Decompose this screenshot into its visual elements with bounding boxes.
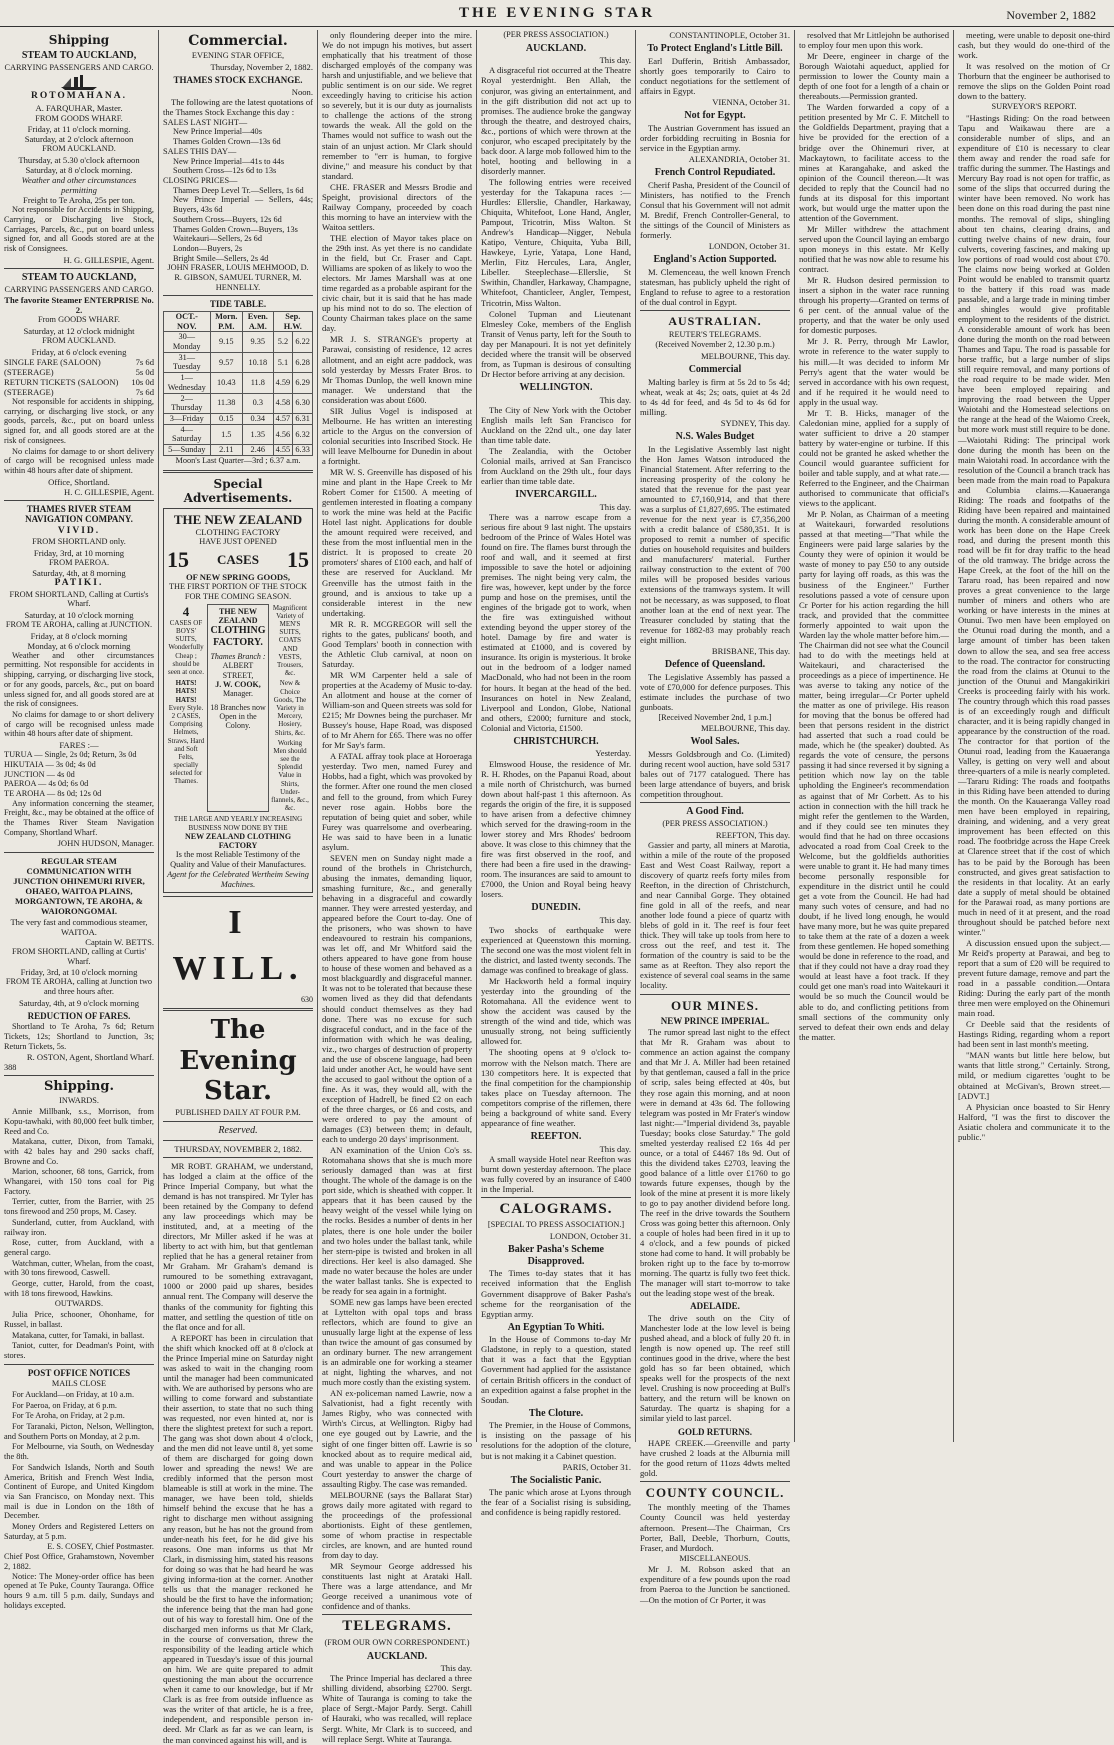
column-4 bbox=[481, 30, 631, 1518]
ship-name: The very fast and commodious steamer, WAITOA. bbox=[10, 916, 148, 937]
fares-heading: FARES :— bbox=[59, 740, 99, 751]
ship-name: PATIKI. bbox=[54, 578, 104, 589]
article-paragraph: MR WM Carpenter held a sale of properties at the Academy of Music to-day. An allotment and house at the corner of William-son and Queen streets was sold for £215; Mr Downes being the purchaser. Mr Bussey's house, Hape Road, was disposed of to Mr Ahern for £65. There was no offer for Mr Say's farm. bbox=[322, 669, 473, 751]
date-line: Thursday, November 2, 1882. bbox=[210, 62, 313, 73]
steamship-icon bbox=[59, 73, 99, 91]
sailing-time: Saturday, at 10 o'clock morning bbox=[24, 609, 134, 620]
shipping-entry: George, cutter, Harold, from the coast, with 18 tons firewood, Hawkins. bbox=[4, 1279, 154, 1298]
sailing-time: Saturday, at 8 o'clock morning. bbox=[25, 165, 133, 176]
info: Any information concerning the steamer, Freight, &c., may be obtained at the office of the Thames River Steam Navigation Company, Shortland Wharf. bbox=[4, 798, 154, 837]
regular-steam-heading: REGULAR STEAM COMMUNICATION WITH JUNCTION OHINEMURI RIVER, OHAEO, WAITOA PLAINS, MORGANTOWN, TE AROHA, & WAIORONGOMAI. bbox=[13, 855, 145, 916]
quote-line: New Prince Imperial—41s to 44s bbox=[173, 156, 285, 166]
tide-table: OCT.-NOV. Morn. P.M. Even. A.M. Sep. H.W. 30—Monday 9.15 9.35 5.2 6.22 31—Tuesday 9.57 10.18 5.1 6.28 1—Wednesday 10.43 11.8 4.59 6.29 2—Thursday 11.38 0.3 4.58 6.30 3—Friday 0.15 0.34 4.57 6.31 4—Saturday 1.5 1.35 4.56 6.32 5—Sunday 2.11 2.46 4.55 6.33 bbox=[163, 311, 313, 456]
exchange-heading: THAMES STOCK EXCHANGE. bbox=[173, 75, 303, 86]
masthead bbox=[0, 5, 1114, 27]
route-from: FROM TE AROHA, calling at JUNCTION. bbox=[5, 619, 153, 629]
article-paragraph: A disgraceful riot occurred at the Theatre Royal yesterdnight. Ben Allah, the conjuror, was giving an entertainment, and in the gift distribution did not act up to promises. The audience broke the gangway through the theatre, and destroyed chairs, &c., portions of which were thrown at the conjuror, who escaped precipitately by the back door. A large mob followed him to the hotel, hooting and bellowing in a disorderly manner. bbox=[481, 65, 631, 176]
route-from: FROM SHORTLAND, Calling at Curtis's Wharf. bbox=[9, 589, 149, 609]
quote-line: New Prince Imperial—40s bbox=[173, 127, 262, 137]
dateline-place: DUNEDIN. bbox=[531, 902, 581, 914]
sailing-time: Saturday, 4th, at 9 o'clock morning bbox=[18, 997, 140, 1008]
article-paragraph: Malting barley is firm at 5s 2d to 5s 4d; wheat, weak at 4s; 2s; oats, quiet at 4s 2d to 4s 4d for feed, and 4s 5d to 4s 6d for milling. bbox=[640, 376, 790, 418]
paper-title: The Evening Star. bbox=[179, 1015, 297, 1106]
surveyor-report-heading: SURVEYOR'S REPORT. bbox=[991, 102, 1077, 112]
article-paragraph: Mr J. M. Robson asked that an expenditure of a few pounds upon the road from Paeroa to the Junction be sanctioned.—On the motion of Cr Porter, it was bbox=[640, 1564, 790, 1605]
fare-row: JUNCTION — 4s 0d bbox=[4, 769, 75, 779]
route-from: FROM SHORTLAND only. bbox=[32, 536, 126, 546]
column-rule bbox=[794, 30, 795, 1442]
moon-phase: Moon's Last Quarter—3rd ; 6.37 a.m. bbox=[175, 455, 301, 465]
news-heading: French Control Repudiated. bbox=[654, 166, 776, 178]
ad-line: OF NEW SPRING GOODS, bbox=[185, 572, 291, 583]
column-7 bbox=[958, 30, 1110, 1448]
tide-row: 4—Saturday 1.5 1.35 4.56 6.32 bbox=[164, 424, 313, 444]
article-paragraph: SEVEN men on Sunday night made a round of the brothels in Christchurch, abusing the inmates, demanding liquor, smashing furniture, &c., and generally behaving in a disgraceful and cowardly manner. They were arrested yesterday, and appeared before the Court to-day. One of the prisoners, who was shown to have endeavoured to restrain his companions, was let off, and Mr Whitford said the others appeared to have gone from house to house of these women and behaved as a most blackguardly and disgraceful manner. It was not to be tolerated that because these women lived as they did that defendants should conduct themselves as they had done. There was no excuse for such disgraceful conduct, and in the face of the information with which he was dealing, viz., two charges of destruction of property and the use of obscene language, had been laid under another Act, he would have sent the accused to gaol without the option of a fine. As it was, they would all, with the exception of Hadrell, be fined £2 on each of the three charges, or £6 and costs, and were ordered to pay the amount of damages (£3) between them; in default, each to undergo 20 days' imprisonment. bbox=[322, 852, 472, 1145]
press-association: (PER PRESS ASSOCIATION.) bbox=[503, 30, 609, 39]
mail-item: For Taranaki, Picton, Nelson, Wellington, and Southern Ports on Monday, at 2 p.m. bbox=[4, 1422, 154, 1441]
dateline: ALEXANDRIA, October 31. bbox=[688, 153, 790, 164]
route-from: FROM GOODS WHARF. bbox=[35, 113, 123, 123]
quote-line: CLOSING PRICES— bbox=[163, 176, 238, 185]
shipping-heading: Shipping bbox=[48, 33, 110, 47]
dateline: This day. bbox=[599, 1143, 631, 1154]
article-paragraph: There was a narrow escape from a serious fire about 9 last night. The upstairs bedroom of the Prince of Wales Hotel was found on fire. The flames burst through the roof and wall, and it seemed at first impossible to save the hotel or adjoining premises. The night being very calm, the fire was, however, kept under by the force pump and hose on the premises, until the engines of the brigade got to work, when the fire was extinguished without extending beyond the upper storey of the hotel. Damage by fire and water is estimated at £1000, and is covered by insurance. Its origin is mysterious. It broke out in the bedroom of a lodger named MacDonald, who had not been in the room for hours. It began at the head of the bed. Insurances on hotel in New Zealand, Liverpool and London, Globe, National and others, £2000; furniture and stock, Colonial and Victoria, £1500. bbox=[481, 511, 631, 733]
telegrams-heading: TELEGRAMS. bbox=[342, 1618, 452, 1635]
article-paragraph: The Legislative Assembly has passed a vote of £70,000 for defence purposes. This estimate includes the purchase of two gunboats. bbox=[640, 671, 790, 712]
news-heading: An Egyptian To Whiti. bbox=[507, 1321, 605, 1333]
dateline: This day. bbox=[599, 394, 631, 405]
dateline-place: CHRISTCHURCH. bbox=[513, 735, 599, 747]
reserved-label: Reserved. bbox=[218, 1125, 258, 1137]
article-paragraph: Mr Miller withdrew the attachment served upon the Council laying an embargo upon moneys in this estate. Mr Kelly notified that he was now able to resume his contract. bbox=[799, 223, 949, 275]
masthead-date: November 2, 1882 bbox=[1006, 8, 1096, 22]
news-heading: Wool Sales. bbox=[690, 736, 740, 748]
ship-name: VIVID. bbox=[57, 525, 101, 536]
sailing-time: Friday, at 6 o'clock evening bbox=[31, 346, 127, 357]
article-paragraph: MR Seymour George addressed his constituents last night at Arataki Hall. There was a large attendance, and Mr George received a unanimous vote of confidence and of thanks. bbox=[322, 1561, 472, 1612]
article-paragraph: "Hastings Riding: On the road between Tapu and Waikawau there are a considerable number of slips, and an expenditure of £10 is necessary to clear them away and render the road safe for traffic during the summer. The Hastings and Mercury Bay road is not open for traffic, as some of the slips that occurred during the winter have been removed. No work has been done on this road during the past nine months. The removal of slips, shingling about ten chains, clearing drains, and cutting twelve chains of new drain, four culverts, covering fascines, and making up low portions of road would cost about £70. The claims now being worked at Golden Point would be enabled to transmit quartz to the battery if this road was made passable, and a large trade in mining timber and shingles would give profitable employment to the residents of the district. A considerable amount of work has been done during the month on the road between Thames and Tapu. The road is passable for horse traffic, but a large number of slips still require removal, and many portions of the road require to be made wider. Men have been employed repairing and improving the road between the Upper Waiotahi and the Homestead selections on the range at the head of the Waiomo Creek, but more work must still require to be done.—Waiotahi Riding: The principal work done during the month has been on the main Waiotahi road. In accordance with the resolution of the Council a branch track has been made from the main road to Papakura and Columbia claims.—Kauaeranga Riding: The roads and footpaths of the Riding have been repaired and maintained during the month. A considerable amount of work has been done on the Hape Creek road, and during the present month this road will be fit for dray traffic to the head of the old tramway. The bridge across the Hape Creek, at the foot of the hill on the Tararu road, has been repaired and now proves a great convenience to the large number of miners and others who are working or have interests in the mines at Otunui. Two men have been employed on the Otunui road during the month, and a large amount of timber has been taken down to allow the sea, and sea free access to the road. The contractor for constructing the road from the claims at Otunui to the junction of the Otunui and Mangakirikiri Creeks is proceeding fairly with his work. The country through which this road passes is of an exceedingly rough and difficult character, and it is being rapidly changed in appearance by the construction of the road. The contractor for that portion of the Otunui road, leading from the Kauaeranga Valley, is getting on very well and about three-quarters of a mile is nearly completed.—Tararu Riding: The roads and footpaths in this Riding have been attended to during the month. On the Kauaeranga Valley road men have been employed in repairing, draining, and widening, and a very great improvement has been effected on this road. The footbridge across the Hape Creek at Clarence street that if the cost of which has to be paid by the Borough has been constructed, and gives great satisfaction to the residents in that locality. At an early date a supply of metal should be obtained for the Parawai road, as many portions are much in need of it at present, and the road throughout should be patched before next winter." bbox=[958, 113, 1110, 937]
agent: R. OSTON, Agent, Shortland Wharf. bbox=[26, 1052, 154, 1063]
teaser-i: I bbox=[228, 904, 248, 942]
article-paragraph: Mr P. Nolan, as Chairman of a meeting at Waitekauri, forwarded resolutions passed at that meeting—"That while the Engineers were paid large salaries by the County they were of opinion it would be waste of money to pay £50 to any outside party for laying off roads, as this was the business of the Engineer." Further resolutions passed a vote of censure upon Cr Porter for his action regarding the hill track, and provided that the committee formerly appointed to wait upon the Warden lay the whole matter before him.—The Chairman did not see what the Council had to do with the meetings held at Waitekauri, and characterised the proceedings as a piece of impertinence. He was averse to taking any notice of the matter, being irregular—Cr Porter upheld the matter as one of privilege. His reason for moving that the bonus be offered had been that persons resident in the district had asserted that such a road could be made, which he (the speaker) doubted. As regards the vote of censure, the persons passing it had since reversed it by signing a petition which now lay on the table upholding the Engineer's recommendation as against that of Mr Corbett. As to his action in connection with the hill track he might refer the gentlemen to the Warden, and if they could see ten minutes they would find that he had on three occasions advocated a road from Coal Creek to the Welcome, but the goldfields authorities were unable to grant it. He had many times become personally responsible for expenditure in the district until he could get a vote from the Council. He had had many such votes of censure, and had no doubt, if he lived long enough, he would have many more, but he was quite prepared to take them at the rate of a dozen a week from these gentlemen. He hoped something would be done in reference to the road, and that if they could not have a dray road they would at least have a foot track. If they could get one man's road into Waitekauri it would be so much the Council would be able to do, and conflicting petitions from small sections of the community only served to defeat their own ends and delay the matter. bbox=[799, 509, 949, 1042]
article-paragraph: "MAN wants but little here below, but wants that little strong." Certainly. Strong, mild, or medium cigarettes 'ought to be obtained at McGivan's, Brown street.—[ADVT.] bbox=[958, 1050, 1110, 1101]
inwards-heading: INWARDS. bbox=[59, 1096, 99, 1106]
article-paragraph: Messrs Goldsbrough and Co. (Limited) during recent wool auction, have sold 5317 bales out of 7177 catalogued. There has been large attendance of buyers, and brisk competition throughout. bbox=[640, 749, 790, 800]
column-rule bbox=[317, 30, 318, 1442]
fare-row: (STEERAGE) 7s 6d bbox=[4, 387, 154, 397]
dateline: LONDON, October 31. bbox=[549, 1231, 631, 1241]
mail-item: For Paeroa, on Friday, at 6 p.m. bbox=[12, 1400, 117, 1410]
shipping-entry: Julia Price, schooner, Ohonhame, for Russel, in ballast. bbox=[4, 1310, 154, 1329]
dateline: MELBOURNE, This day. bbox=[700, 723, 790, 734]
masthead-title: THE EVENING STAR bbox=[458, 5, 656, 21]
fare-row: TURUA — Single, 2s 0d; Return, 3s 0d bbox=[4, 750, 137, 760]
auckland-ad-heading: STEAM TO AUCKLAND, bbox=[21, 271, 137, 283]
mails-close: MAILS CLOSE bbox=[51, 1379, 107, 1389]
article-paragraph: MR R. R. MCGREGOR will sell the rights to the gates, publicans' booth, and Good Templars' booth in connection with the Athletic Club carnival, at noon on Saturday. bbox=[322, 618, 472, 669]
exchange-intro: The following are the latest quotations of the Thames Stock Exchange this day : bbox=[163, 96, 313, 117]
cablegrams-heading: CALOGRAMS. bbox=[499, 1200, 613, 1217]
route-from: FROM AUCKLAND. bbox=[42, 336, 116, 346]
clothing-factory-ad bbox=[163, 508, 313, 894]
article-paragraph: A discussion ensued upon the subject.—Mr Reid's property at Parawai, and beg to report that a sum of £20 will be required to prevent future damage, remove and part the road in a passable condition.—Ontara Riding: During the early part of the month three men were employed on the Ohinemuri main road. bbox=[958, 937, 1110, 1019]
news-heading: England's Action Supported. bbox=[653, 253, 777, 265]
article-paragraph: In the House of Commons to-day Mr Gladstone, in reply to a question, stated that it was a fact that the Egyptian Government had applied for the assistance of certain British officers in the conduct of an expedition against a false prophet in the Soudan. bbox=[481, 1334, 631, 1405]
sailing-time: Friday, at 8 o'clock morning bbox=[30, 630, 128, 641]
ad-subtitle: CLOTHING FACTORY bbox=[195, 526, 281, 537]
article-paragraph: The monthly meeting of the Thames County Council was held yesterday afternoon. Present—The Chairman, Crs Porter, Ball, Deeble, Thorburn, Coutts, Fraser, and Murdoch. bbox=[640, 1502, 790, 1553]
count-right: 15 bbox=[286, 546, 309, 572]
article-paragraph: In the Legislative Assembly last night the Hon James Watson introduced the Financial Statement. After referring to the increasing prosperity of the colony he stated that the revenue for the past year amounted to £7,160,914, and that there was a surplus of £1,827,695. The estimated revenue for the next year is £7,356,200 with a credit balance of £580,351. It is proposed to remit a number of specific duties on household requisites and builders and manufacturers' material. Further railway construction to the extent of 700 miles will be proposed besides various extensions of the tramways system. It will not be necessary, as was supposed, to float another loan at the end of next year. The Treasurer concluded by stating that the revenue for 1882-83 may probably reach eight million. bbox=[640, 443, 790, 645]
shipping-entry: Rose, cutter, from Auckland, with a general cargo. bbox=[4, 1238, 154, 1257]
outwards-heading: OUTWARDS. bbox=[54, 1299, 104, 1309]
column-1 bbox=[4, 30, 154, 1610]
gold-returns-heading: GOLD RETURNS. bbox=[677, 1426, 752, 1437]
mail-item: For Melbourne, via South, on Wednesday the 8th. bbox=[4, 1442, 154, 1462]
news-heading: N.S. Wales Budget bbox=[675, 431, 755, 443]
quote-line: SALES THIS DAY— bbox=[163, 146, 237, 156]
ad-title: THE NEW ZEALAND bbox=[173, 511, 303, 527]
quote-line: Thames Deep Level Tr.—Sellers, 1s 6d bbox=[173, 185, 304, 195]
tide-row: 3—Friday 0.15 0.34 4.57 6.31 bbox=[164, 413, 313, 424]
sailing-time: Friday, 3rd, at 10 o'clock morning bbox=[20, 967, 138, 978]
shipping-entry: Matakana, cutter, for Tamaki, in ballast. bbox=[12, 1330, 145, 1340]
route-from: FROM SHORTLAND, calling at Curtis' Wharf. bbox=[12, 946, 146, 966]
article-paragraph: Mr J. R. Perry, through Mr Lawlor, wrote in reference to the water supply to his mill.—It was decided to inform Mr Perry's agent that the water would be served in accordance with his own request, and if he required it he would need to apply in the usual way. bbox=[799, 336, 949, 407]
sailing-time: Saturday, 4th, at 8 morning bbox=[32, 568, 126, 579]
quote-line: Waitekauri—Sellers, 2s 6d bbox=[173, 234, 262, 244]
shipping-entry: Annie Millbank, s.s., Morrison, from Kopu-tawhaki, with 80,000 feet bulk timber, Reed and Co. bbox=[4, 1107, 154, 1136]
ad-footer: Agent for the Celebrated Wertheim Sewing Machines. bbox=[167, 869, 309, 889]
article-paragraph: The Austrian Government has issued an order forbidding recruiting in Bosnia for service in the Egyptian army. bbox=[640, 122, 790, 153]
agent: H. C. GILLESPIE, Agent. bbox=[64, 486, 154, 497]
article-paragraph: Mr T. B. Hicks, manager of the Caledonian mine, applied for a supply of water sufficient to drive a 20 stamper battery by water-engine or turbine. If this could not be granted he asked whether the Council would guarantee sufficient for boiler and table supply, and at what rate.—Referred to the Engineer, and the Chairman authorised to communicate that official's views to the applicant. bbox=[799, 407, 949, 509]
article-paragraph: Mr Hackworth held a formal inquiry yesterday into the grounding of the Rotomahana. All the evidence went to show the accident was caused by the strength of the wind and tide, which was unusually strong, not being sufficiently allowed for. bbox=[481, 976, 631, 1047]
cablegrams-sub: [SPECIAL TO PRESS ASSOCIATION.] bbox=[487, 1220, 625, 1230]
article-paragraph: The drive south on the City of Manchester lode at the low level is being pushed ahead, and a block of fully 20 ft. in length is now opened up. The reef still continues good in the drive, where the best gold has so far been obtained, which speaks well for the prospects of the next level. Crushing is now proceeding at Bull's battery, and the return will be known on Saturday. The quartz is shaping for a similar yield to last parcel. bbox=[640, 1313, 790, 1424]
issue-date: THURSDAY, NOVEMBER 2, 1882. bbox=[174, 1143, 302, 1154]
fare-row: PAEROA — 4s 0d; 6s 0d bbox=[4, 779, 89, 789]
article-paragraph: M. Clemenceau, the well known French statesman, has publicly upheld the right of England to refuse to agree to a restoration of the dual control in Egypt. bbox=[640, 266, 790, 307]
shipping-entry: Terrier, cutter, from the Barrier, with 25 tons firewood and 250 props, M. Casey. bbox=[4, 1197, 154, 1217]
press-association: (PER PRESS ASSOCIATION.) bbox=[662, 819, 768, 829]
article-paragraph: A FATAL affray took place at Horoeraga yesterday. Two men, named Furey and Hobbs, had a fight, which was provoked by the former. After one round the men closed and fell to the ground, from which Furey never rose again. Hobbs bore the reputation of being quiet and sober, while Furey was quarrelsome and overbearing. He was said to have been in a lunatic asylum. bbox=[322, 751, 472, 852]
dateline: VIENNA, October 31. bbox=[712, 96, 790, 107]
article-paragraph: MR ROBT. GRAHAM, we understand, has lodged a claim at the office of the Prince Imperial Company, but what the demand is has not transpired. Mr Tyler has been retained by the Company to defend any law proceedings which may be instituted, and, at a meeting of the directors, Mr Miller asked if he was at liberty to act with him, but that gentleman replied that he has a general retainer from Mr Graham. Mr Graham's demand is rumoured to be something extravagant, 1000 or 2000 paid up shares, besides annual rent. The Company will deserve the thanks of the community for fighting this matter, and settling the question of title on the flat once and for all. bbox=[163, 1160, 313, 1332]
article-paragraph: Mr Deere, engineer in charge of the Borough Waiotahi aqueduct, applied for permission to lower the County main a depth of one foot for a length of a chain or thereabouts.—Permission granted. bbox=[799, 51, 949, 102]
auckland-ad-heading: STEAM TO AUCKLAND, bbox=[21, 50, 137, 62]
quote-line: SALES LAST NIGHT— bbox=[163, 117, 248, 127]
received: [Received November 2nd, 1 p.m.] bbox=[658, 712, 772, 722]
article-paragraph: A REPORT has been in circulation that the shift which knocked off at 8 o'clock at the Prince Imperial mine on Saturday night was asked to wait in the changing room until the manager had been communicated with. We are authorised by persons who are willing to come forward and substantiate their assertion, to state that no such thing was requested, nor even hinted at, nor is there the slightest pretext for such a report. The gang was shot down about 4 o'clock, and the men did not leave until 8, yet some of them are discharged for going down lower and spreading the news! We are credibly informed that the person most blameable is still at work in the mine. The manager, we have been told, shields himself behind the excuse that he has a right to discharge men without assigning any reason, but he has not the ground from under-neath his feet, for he did give his reasons. One man informs us that Mr Clark, in dismissing him, stated his reasons for doing so was that he had heard he was giving informa-tion at the corner. Another tells us that the manager reckoned he should be the first to have the information; the inference being that the man had gone out of his way to forestall him. One of the discharged men informs us that Mr Clark, in the course of conversation, threw the responsibility of the leading article which appeared in Tuesday's issue of this journal on him. We are quite prepared to admit questioning the man about the occurrence when it came to our knowledge, but if Mr Clark is as free from outside influence as was the writer of that article, he is a free, independent, and responsible person in-deed. Mr Clark as far as we can learn, is the man convinced against his will, and is bbox=[163, 1332, 313, 1745]
column-rule bbox=[953, 30, 954, 1442]
shipping-news-heading: Shipping. bbox=[44, 1079, 114, 1095]
received: (Received November 2, 12.30 p.m.) bbox=[655, 340, 775, 350]
route-from: FROM AUCKLAND. bbox=[42, 144, 116, 154]
ad-footer: Is the most Reliable Testimony of the Quality and Value of their Manufactures. bbox=[170, 850, 306, 870]
dateline: This day. bbox=[599, 501, 631, 512]
news-heading: Not for Egypt. bbox=[684, 109, 746, 121]
time-noted: Noon. bbox=[291, 86, 313, 97]
news-heading: Defence of Queensland. bbox=[664, 658, 766, 670]
freight: Freight to Te Aroha, 25s per ton. bbox=[23, 195, 135, 206]
quote-line: Southern Cross—Buyers, 12s 6d bbox=[173, 214, 282, 224]
reduction-heading: REDUCTION OF FARES. bbox=[27, 1010, 131, 1021]
article-paragraph: Gassier and party, all miners at Marotia, within a mile of the route of the proposed East and West Coast Railway, report a discovery of quartz reefs forty miles from Reefton, in the direction of Christchurch, and near Cannibal Gorge. They obtained fine gold in all of the reefs, and near another lode found a piece of quartz with blebs of gold in it. The reef is four feet thick. They will take up tools from here to cross out the reef, and test it. The formation of the country is said to be the same as at Reefton. They also report the existence of several coal seams in the same locality. bbox=[640, 839, 790, 991]
shipping-entry: Watchman, cutter, Whelan, from the coast, with 30 tons firewood, Caswell. bbox=[4, 1258, 154, 1278]
dateline-place: AUCKLAND. bbox=[366, 1650, 428, 1662]
news-heading: The Socialistic Panic. bbox=[510, 1474, 602, 1486]
article-paragraph: SIR Julius Vogel is indisposed at Melbourne. He has written an interesting article to the Argus on the conversion of colonial securities into Inscribed Stock. He will leave Melbourne for Dunedin in about a fortnight. bbox=[322, 405, 472, 466]
fare-row: SINGLE FARE (SALOON) 7s 6d bbox=[4, 356, 154, 367]
news-heading: A Good Find. bbox=[686, 806, 744, 818]
disclaimer: Weather and other circumstances permitting. Not responsible for accidents in shipping, carrying, or discharging live stock, or for any goods, parcels, &c., put on board unless signed for, and all goods stored are at the risk of consignees. bbox=[4, 650, 154, 709]
ad-line: THE FIRST PORTION OF THE STOCK FOR THE COMING SEASON. bbox=[168, 582, 308, 601]
article-paragraph: MR W. S. Greenville has disposed of his mine and plant in the Hape Creek to Mr Robert Comer for £1500. A meeting of gentlemen interested in floating a company to work the mine was held at the Pacific Hotel last night. Applications for double the amount required were received, and these from the most influential men in the district. It is proposed to create 20 promoters' shares of £100 each, and half of these are reserved for Auckland. Mr Greenville has the utmost faith in the ground, and is anxious to take up a considerable interest in the new undertaking. bbox=[322, 467, 472, 618]
sailing-time: Saturday, at 12 o'clock midnight bbox=[23, 326, 135, 337]
captain: Captain W. BETTS. bbox=[85, 936, 154, 947]
quote-line: London—Buyers, 2s bbox=[173, 243, 243, 253]
ship-name: ROTOMAHANA. bbox=[31, 91, 127, 102]
column-rule bbox=[158, 30, 159, 1442]
misc-heading: MISCELLANEOUS. bbox=[679, 1553, 751, 1563]
article-paragraph: Earl Dufferin, British Ambassador, shortly goes temporarily to Cairo to conduct negotiations for the settlement of affairs in Egypt. bbox=[640, 55, 790, 96]
article-paragraph: Cherif Pasha, President of the Council of Ministers, has notified to the French Consul that his Government will not admit M. Bredif, French Controller-General, to the sittings of the Council of Ministers as formerly. bbox=[640, 179, 790, 240]
shipping-entry: Taniot, cutter, for Deadman's Point, with stores. bbox=[4, 1341, 154, 1360]
ad-left-col: 4 CASES OF BOYS' SUITS, Wonderfully Cheap ; should be seen at once. HATS! HATS! HATS! Every Style. 2 CASES, Comprising Helmets, Straws, Hard and Soft Felts, specially selected for Thames. bbox=[167, 603, 205, 786]
commercial-heading: Commercial. bbox=[188, 33, 288, 49]
article-paragraph: The Premier, in the House of Commons, is insisting on the passage of his resolutions for the adoption of the cloture, but is not making it a Cabinet question. bbox=[481, 1420, 631, 1461]
sailing-time: Saturday, at 2 o'clock afternoon bbox=[24, 134, 134, 145]
ad-footer: NEW ZEALAND CLOTHING FACTORY bbox=[184, 831, 292, 851]
fare-row: HIKUTAIA — 3s 0d; 4s 0d bbox=[4, 759, 96, 769]
article-paragraph: A small wayside Hotel near Reefton was burnt down yesterday afternoon. The place was fully covered by an insurance of £400 in the Imperial. bbox=[481, 1153, 631, 1194]
mail-item: Money Orders and Registered Letters on Saturday, at 5 p.m. bbox=[4, 1522, 154, 1541]
mine-heading: ADELAIDE. bbox=[690, 1301, 740, 1312]
ad-number: 388 bbox=[4, 1062, 17, 1072]
ad-footer: THE LARGE AND YEARLY INCREASING BUSINESS NOW DONE BY THE bbox=[173, 815, 303, 832]
tide-table-heading: TIDE TABLE. bbox=[209, 299, 267, 310]
disclaimer: Not responsible for accidents in shipping, carrying, or discharging live stock, or any goods, parcels, &c., put on board unless signed for, and all goods stored are at the risk of consignees. bbox=[4, 397, 154, 445]
quote-line: Thames Golden Crown—Buyers, 13s bbox=[173, 224, 298, 234]
article-paragraph: only floundering deeper into the mire. We do not impugn his motives, but assert emphatically that his treatment of those discharged employés of the company was harsh and unjustifiable, and we believe that public sentiment is on our side. We regret exceedingly having to criticise his action so severely, but it is our duty as journalists to challenge the actions of the strong towards the weak. All the gold on the Thames would not suffice to wash out the stain of an unjust action. Mr Clark should remember to "err is human, to forgive divine," and measure his conduct by that standard. bbox=[322, 30, 472, 181]
tide-row: 1—Wednesday 10.43 11.8 4.59 6.29 bbox=[164, 373, 313, 393]
article-paragraph: Elmswood House, the residence of Mr. R. H. Rhodes, on the Papanui Road, about a mile north of Christchurch, was burned down about half-past 1 this afternoon. As regards the origin of the fire, it is supposed to have arisen from a defective chimney which served for the drawing-room in the lower storey and Mrs Rhodes' bedroom above. It was close to this chimney that the fire was first observed in the roof, and there had been a fire used in the drawing-room. The insurances are said to amount to £7000, the Union and Royal being heavy losers. bbox=[481, 758, 631, 900]
teaser-will: WILL. bbox=[172, 950, 304, 988]
article-paragraph: The Zealandia, with the October Colonial mails, arrived at San Francisco from Auckland on the 29th ult., four days earlier than time table date. bbox=[481, 445, 631, 486]
agent: H. G. GILLESPIE, Agent. bbox=[63, 254, 154, 265]
sailing-time: Friday, 3rd, at 10 morning bbox=[33, 547, 125, 558]
fares: Shortland to Te Aroha, 7s 6d; Return Tickets, 12s; Shortland to Junction, 3s; Return Tickets, 5s. bbox=[4, 1022, 154, 1051]
news-heading: The Cloture. bbox=[528, 1407, 584, 1419]
article-paragraph: The City of New York with the October English mails left San Francisco for Auckland on the 22nd ult., one day later than time table date. bbox=[481, 404, 631, 445]
postmaster: E. S. COSEY, Chief Postmaster. bbox=[47, 1542, 154, 1552]
office: EVENING STAR OFFICE, bbox=[191, 51, 285, 61]
ad-right-col: Magnificent Variety of MEN'S SUITS, COATS AND VESTS, Trousers, &c. New & Choice Goods, The Variety in Mercery, Hosiery, Shirts, &c. Working Men should see the Splendid Value in Shirts, Under-flannels, &c., &c. bbox=[271, 603, 309, 813]
dateline-place: REEFTON. bbox=[530, 1130, 582, 1142]
article-paragraph: The following entries were received yesterday for the Takapuna races :—Hurdles: Ellerslie, Chandler, Harkaway, Chiquita, Whitefoot, Lone Hand, Angler, Pampout, Tricotrin, Miss Walton. St Andrew's Handicap—Nigger, Nebula Katipo, Venture, Chiquita, Yuba Bill, Hawkeye, Lyrie, Yatapa, Lone Hand, Merlin, Fitz Hercules, Lara, Angler, Libeller. Steeplechase—Ellerslie, St Swithin, Chandler, Harkaway, Champagne, Whitefoot, Chanticleer, Angler, Tempest, Tricotrin, Miss Walton. bbox=[481, 176, 631, 308]
article-paragraph: Colonel Tupman and Lieutenant Elmesley Coke, members of the English Transit of Venus party, left for the South to day per Manapouri. It is not yet definitely decided where the transit will be observed from, as Tupman is desirous of consulting Dr Hector before arriving at any decision. bbox=[481, 308, 631, 379]
reuters: REUTER'S TELEGRAMS. bbox=[668, 329, 762, 339]
post-date: Chief Post Office, Grahamstown, November 2, 1882. bbox=[4, 1552, 154, 1571]
dateline: MELBOURNE, This day. bbox=[700, 351, 790, 362]
column-2 bbox=[163, 30, 313, 1745]
article-paragraph: Mr R. Hudson desired permission to insert a siphon in the water race running through his property—Granted on terms of 6 per cent. of the annual value of the property, and that the water be only used for domestic purposes. bbox=[799, 275, 949, 336]
disclaimer: Not responsible for Accidents in Shipping, Carrying, or Discharging live Stock, Carriages, Parcels, &c., put on board unless signed for, and all Goods stored are at the risk of Consignees. bbox=[4, 205, 154, 254]
published-line: PUBLISHED DAILY AT FOUR P.M. bbox=[175, 1108, 301, 1118]
dateline: Yesterday. bbox=[595, 748, 631, 759]
dateline: BRISBANE, This day. bbox=[711, 645, 790, 656]
auckland-ad-sub: CARRYING PASSENGERS AND CARGO. bbox=[4, 284, 154, 294]
mail-item: For Te Aroha, on Friday, at 2 p.m. bbox=[12, 1411, 125, 1421]
ship-name: The favorite Steamer ENTERPRISE No. 2. bbox=[4, 295, 154, 316]
tide-row: 5—Sunday 2.11 2.46 4.55 6.33 bbox=[164, 445, 313, 456]
shipping-entry: Sunderland, cutter, from Auckland, with railway iron. bbox=[4, 1217, 154, 1237]
fare-row: RETURN TICKETS (SALOON) 10s 0d bbox=[4, 376, 154, 387]
article-paragraph: The panic which arose at Lyons through the fear of a Socialist rising is subsiding, and confidence is being rapidly restored. bbox=[481, 1487, 631, 1518]
post-notice: Notice: The Money-order office has been opened at Te Puke, County Tauranga. Office hours 9 a.m. till 5 p.m. daily, Sundays and holidays excepted. bbox=[4, 1571, 154, 1610]
article-paragraph: MR J. S. STRANGE's property at Parawai, consisting of residence, 12 acres allotment, and an eight acre paddock, was sold yesterday by Messrs Frater Bros. to Mr Thomas Dunlop, the well known mine manager. We understand that the consideration was about £600. bbox=[322, 334, 472, 405]
dateline: This day. bbox=[440, 1663, 472, 1674]
sailing-time: Thursday, at 5.30 o'clock afternoon bbox=[18, 155, 140, 166]
manager: JOHN HUDSON, Manager. bbox=[57, 838, 154, 849]
count-left: 15 bbox=[167, 546, 189, 572]
article-paragraph: HAPE CREEK.—Greenville and party have crushed 2 loads at the Alburnia mill for the good return of 11ozs 4dwts melted gold. bbox=[640, 1438, 790, 1479]
article-paragraph: The Prince Imperial has declared a three shilling dividend, absorbing £2700. Sergt. White of Tauranga is coming to take the place of Sergt.-Major Pardy. Sergt. Cahill of Hauraki, who was recalled, will replace Sergt. White, Mr Clark is to succeed, and will replace Sergt. White at Tauranga. bbox=[322, 1673, 472, 1744]
dateline-place: INVERCARGILL. bbox=[515, 489, 597, 500]
article-paragraph: THE election of Mayor takes place on the 29th inst. As yet there is no candidate in the field, but Cr. Fraser and Capt. Williams are spoken of as likely to woo the electors. Mr James Marshall was at one time regarded as a probable aspirant for the civic chair, but it is said that he has made up his mind not to do so. The election of County Chairman takes place on the same day. bbox=[322, 232, 472, 334]
sailing-time: Friday, at 11 o'clock morning. bbox=[27, 124, 131, 135]
ad-line: HAVE JUST OPENED bbox=[199, 536, 277, 546]
claims-notice: No claims for damage to or short delivery of cargo will be recognised unless made within 48 hours after date of shipment. bbox=[4, 446, 154, 475]
news-heading: Commercial bbox=[688, 364, 742, 376]
route-from: FROM TE AROHA, calling at Junction two and three hours after. bbox=[5, 977, 153, 997]
article-paragraph: SOME new gas lamps have been erected at Lyttelton with opal tops and brass reflectors, which are found to give an unusually large light at the expense of less than twice the amount of gas consumed by an ordinary burner. The new arrangement is an admirable one for working a steamer at night, lighting the wharves, and not much more costly than the existing system. bbox=[322, 1296, 472, 1388]
post-office-heading: POST OFFICE NOTICES bbox=[27, 1367, 131, 1378]
broker-names: JOHN FRASER, LOUIS MEHMOOD, D. R. GIBSON, SAMUEL TURNER, M. HENNELLY. bbox=[167, 263, 309, 292]
dateline: SYDNEY, This day. bbox=[720, 418, 790, 429]
mines-heading: OUR MINES. bbox=[670, 997, 759, 1013]
tide-row: 2—Thursday 11.38 0.3 4.58 6.30 bbox=[164, 393, 313, 413]
quote-line: Bright Smile—Sellers, 2s 4d bbox=[173, 253, 269, 263]
article-paragraph: MELBOURNE (says the Ballarat Star) grows daily more agitated with regard to the proceedings of the professional abortionists. Eight of these gentlemen, some of whom practise in respectable circles, are known, and are hunted round from day to day. bbox=[322, 1489, 472, 1561]
article-paragraph: AN ex-policeman named Lawrie, now a Salvationist, had a fight recently with James Rigby, who was connected with Wirth's Circus, at Wellington. Rigby had one eye gouged out by Lawrie, and the sight of one finger bitten off. Lawrie is so knocked about as to require medical aid, and was unable to appear in the Police Court yesterday to answer the charge of assaulting Rigby. The case was remanded. bbox=[322, 1388, 472, 1489]
article-paragraph: The Warden forwarded a copy of a petition presented by Mr C. F. Mitchell to the Goldfields Department, praying that a hive be provided for the erection of a bridge over the Ohinemuri river, at Mackaytown, to facilitate access to the mines at Karangahake, and asked the opinion of the Council thereon.—It was decided to reply that the Council had no funds at its disposal for this important work, but would urge the matter upon the attention of the Government. bbox=[799, 102, 949, 223]
cases-label: CASES bbox=[217, 551, 259, 567]
shipping-entry: Matakana, cutter, Dixon, from Tamaki, with 42 bales hay and 290 sacks chaff, Browne and Co. bbox=[4, 1137, 154, 1166]
special-ads-heading: Special Advertisements. bbox=[183, 476, 293, 505]
ship-master: A. FARQUHAR, Master. bbox=[35, 102, 123, 113]
mail-item: For Auckland—on Friday, at 10 a.m. bbox=[12, 1389, 135, 1399]
column-rule bbox=[635, 30, 636, 1442]
article-paragraph: resolved that Mr Littlejohn be authorised to employ four men upon this work. bbox=[799, 30, 949, 51]
fare-row: (STEERAGE) 5s 0d bbox=[4, 366, 154, 377]
county-council-heading: COUNTY COUNCIL. bbox=[645, 1485, 785, 1501]
telegrams-sub: (FROM OUR OWN CORRESPONDENT.) bbox=[324, 1637, 470, 1647]
route-from: FROM PAEROA. bbox=[48, 557, 110, 567]
dateline: REEFTON, This day. bbox=[715, 829, 790, 840]
article-paragraph: Cr Deeble said that the residents of Hastings Riding, regarding whom a report had been sent in last month's meeting. bbox=[958, 1019, 1110, 1050]
auckland-ad-sub: CARRYING PASSENGERS AND CARGO. bbox=[4, 62, 154, 72]
route-from: From GOODS WHARF. bbox=[38, 315, 120, 325]
dateline-place: WELLINGTON. bbox=[519, 381, 593, 393]
article-paragraph: A Physician once boasted to Sir Henry Halford, "I was the first to discover the Asiatic cholera and communicate it to the public." bbox=[958, 1101, 1110, 1142]
article-paragraph: The Times to-day states that it has received information that the English Government disapprove of Baker Pasha's scheme for the reorganisation of the Egyptian army. bbox=[481, 1268, 631, 1319]
dateline-place: AUCKLAND. bbox=[525, 42, 587, 54]
tide-row: 31—Tuesday 9.57 10.18 5.1 6.28 bbox=[164, 352, 313, 372]
dateline: This day. bbox=[599, 914, 631, 925]
column-3 bbox=[322, 30, 473, 1744]
shipping-entry: Marion, schooner, 68 tons, Garrick, from Whangarei, with 150 tons coal for Pig Factory. bbox=[4, 1167, 154, 1196]
column-6 bbox=[799, 30, 949, 1448]
quote-line: Southern Cross—12s 6d to 13s bbox=[173, 166, 277, 176]
dateline: PARIS, October 31. bbox=[562, 1461, 631, 1472]
quote-line: Thames Golden Crown—13s 6d bbox=[173, 137, 281, 147]
thames-navigation-heading: THAMES RIVER STEAM NAVIGATION COMPANY. bbox=[25, 503, 133, 525]
dateline: LONDON, October 31. bbox=[708, 240, 790, 251]
column-5 bbox=[640, 30, 790, 1605]
article-paragraph: Two shocks of earthquake were experienced at Queenstown this morning. The second one was the most violent felt in the district, and lasted twenty seconds. The damage was confined to breakage of glass. bbox=[481, 924, 631, 976]
dateline: This day. bbox=[599, 55, 631, 66]
article-paragraph: It was resolved on the motion of Cr Thorburn that the engineer be authorised to remove the slips on the Golden Point road down to the battery. bbox=[958, 61, 1110, 102]
article-paragraph: The rumor spread last night to the effect that Mr R. Graham was about to commence an action against the company and that Mr J. A. Miller had been retained by that gentleman, caused a fall in the price of scrip, sales being effected at 40s, but they rose again this morning, and at noon were in demand at 43s 6d. The following telegram was posted in Mr Frater's window last night:—"Imperial dividend 3s, payable Tuesday; books close Saturday." The gold smelted yesterday realised £2 16s 4d per ounce, or a total of £4467 18s 9d. Out of this the dividend takes £2703, leaving the good balance of a little over £1760 to go towards future expenses, though by the look of the mine at present it is more likely to go to pay another dividend before long. The reef in the drive towards the Southern Cross was going better this afternoon. Only a couple of holes had been fired in it up to 4 o'clock, and a few pounds of picked stone had come to hand. It will probably be broken right up to the face by to-morrow morning. The quartz is fully two feet thick. The manager will start to-morrow to take out the leading stope west of the break. bbox=[640, 1027, 790, 1299]
mine-heading: NEW PRINCE IMPERIAL. bbox=[660, 1015, 770, 1026]
mail-item: For Sandwich Islands, North and South America, British and French West India, Continent of Europe, and United Kingdom via San Francisco, on Monday next. This mail is due in London on the 18th of December. bbox=[4, 1462, 154, 1521]
ad-center-col: THE NEW ZEALAND CLOTHING FACTORY. Thames Branch : ALBERT STREET, J. W. COOK, Manager. 18 Branches now Open in the Colony. bbox=[207, 604, 269, 813]
quote-line: New Prince Imperial — Sellers, 44s; Buyers, 43s 6d bbox=[173, 195, 313, 215]
article-paragraph: CHE. FRASER and Messrs Brodie and Speight, provisional directors of the Railway Company, proceeded by coach this morning to have an interview with the Waitoa settlers. bbox=[322, 181, 472, 232]
article-paragraph: meeting, were unable to deposit one-third cash, but they would do one-third of the work. bbox=[958, 30, 1110, 61]
claims-notice: No claims for damage to or short delivery of cargo will be recognised unless made within 48 hours after date of shipment. bbox=[4, 709, 154, 739]
sailing-time: Monday, at 6 o'clock morning bbox=[27, 640, 131, 651]
notice: Weather and other circumstances permitting bbox=[21, 175, 137, 196]
article-paragraph: AN examination of the Union Co's ss. Rotomahana shows that she is much more seriously damaged than was at first thought. The whole of the damage is on the port side, which is sheathed with copper. It appears that it has been caused by the heavy weight of the vessel while lying on the rocks. Besides a number of dents in her plates, there is one hole under the boiler and two holes under the ballast tank, while her stern-pipe is twisted and broken in all directions. Her keel is also damaged. She made no water because the holes are under the water ballast tanks. She is expected to be ready for sea again in a fortnight. bbox=[322, 1145, 472, 1296]
tide-row: 30—Monday 9.15 9.35 5.2 6.22 bbox=[164, 332, 313, 352]
dateline: CONSTANTINOPLE, October 31. bbox=[669, 30, 790, 40]
article-paragraph: The shooting opens at 9 o'clock to-morrow with the Nelson match. There are 130 competitors here. It is expected that the final competition for the championship takes place on Tuesday afternoon. The competitors comprise of the riflemen, there being a background of white sand. Every appearance of fine weather. bbox=[481, 1047, 631, 1128]
fare-row: TE AROHA — 8s 0d; 12s 0d bbox=[4, 788, 102, 798]
news-heading: Baker Pasha's Scheme Disapproved. bbox=[508, 1244, 604, 1267]
ad-number: 630 bbox=[301, 994, 313, 1004]
column-rule bbox=[476, 30, 477, 1442]
office: Office, Shortland. bbox=[48, 476, 110, 487]
news-heading: To Protect England's Little Bill. bbox=[647, 43, 783, 55]
australian-heading: AUSTRALIAN. bbox=[668, 313, 762, 328]
